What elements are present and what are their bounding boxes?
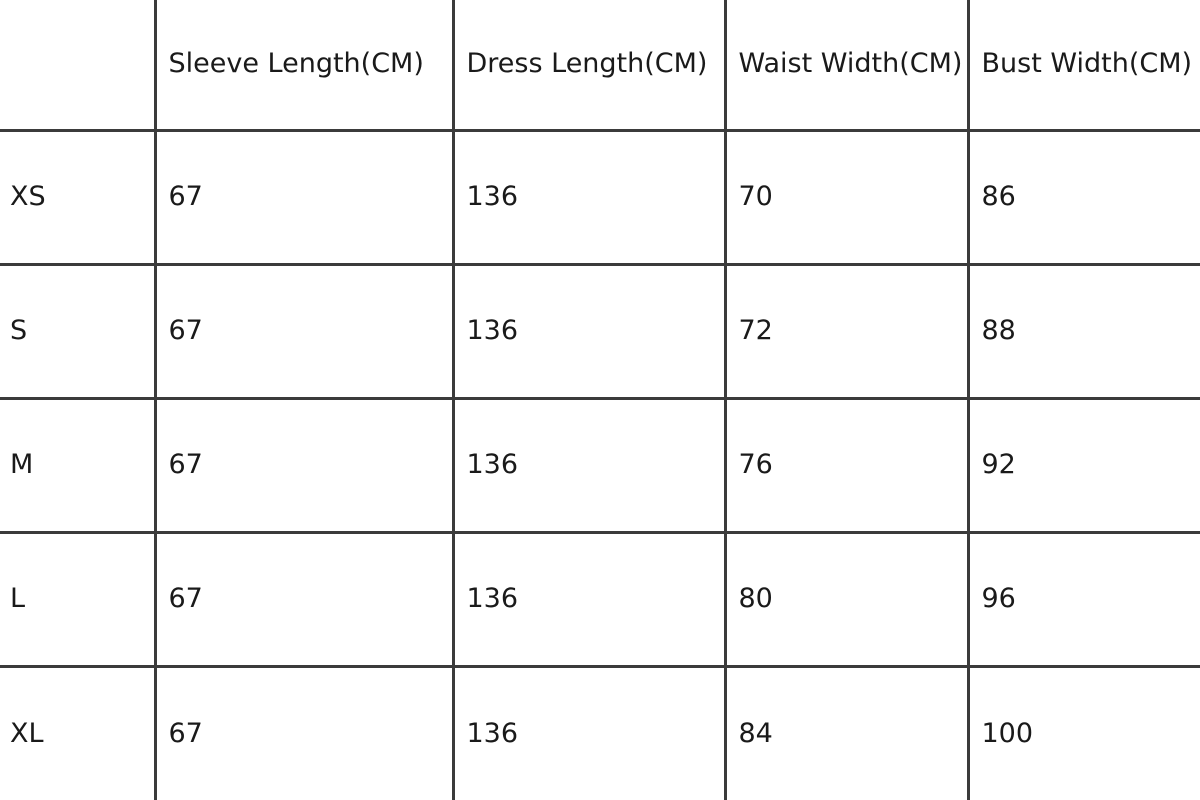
row-header-size: S xyxy=(0,264,155,398)
cell-sleeve-length: 67 xyxy=(155,398,453,532)
cell-dress-length: 136 xyxy=(453,666,725,800)
cell-waist-width: 80 xyxy=(725,532,968,666)
row-header-size: M xyxy=(0,398,155,532)
column-header-sleeve-length: Sleeve Length(CM) xyxy=(155,0,453,130)
cell-bust-width: 96 xyxy=(968,532,1200,666)
cell-dress-length: 136 xyxy=(453,130,725,264)
column-header-dress-length: Dress Length(CM) xyxy=(453,0,725,130)
cell-waist-width: 70 xyxy=(725,130,968,264)
table-row xyxy=(0,532,1200,666)
cell-waist-width: 72 xyxy=(725,264,968,398)
cell-sleeve-length: 67 xyxy=(155,666,453,800)
cell-bust-width: 88 xyxy=(968,264,1200,398)
cell-dress-length: 136 xyxy=(453,532,725,666)
table-row xyxy=(0,130,1200,264)
row-header-size: L xyxy=(0,532,155,666)
row-header-size: XS xyxy=(0,130,155,264)
column-header-bust-width: Bust Width(CM) xyxy=(968,0,1200,130)
table-header-row xyxy=(0,0,1200,130)
cell-dress-length: 136 xyxy=(453,264,725,398)
cell-bust-width: 100 xyxy=(968,666,1200,800)
row-header-size: XL xyxy=(0,666,155,800)
cell-waist-width: 84 xyxy=(725,666,968,800)
table-row xyxy=(0,398,1200,532)
cell-dress-length: 136 xyxy=(453,398,725,532)
cell-bust-width: 86 xyxy=(968,130,1200,264)
table-corner-cell xyxy=(0,0,155,130)
table-row xyxy=(0,666,1200,800)
column-header-waist-width: Waist Width(CM) xyxy=(725,0,968,130)
cell-bust-width: 92 xyxy=(968,398,1200,532)
cell-waist-width: 76 xyxy=(725,398,968,532)
cell-sleeve-length: 67 xyxy=(155,130,453,264)
cell-sleeve-length: 67 xyxy=(155,264,453,398)
table-row xyxy=(0,264,1200,398)
cell-sleeve-length: 67 xyxy=(155,532,453,666)
